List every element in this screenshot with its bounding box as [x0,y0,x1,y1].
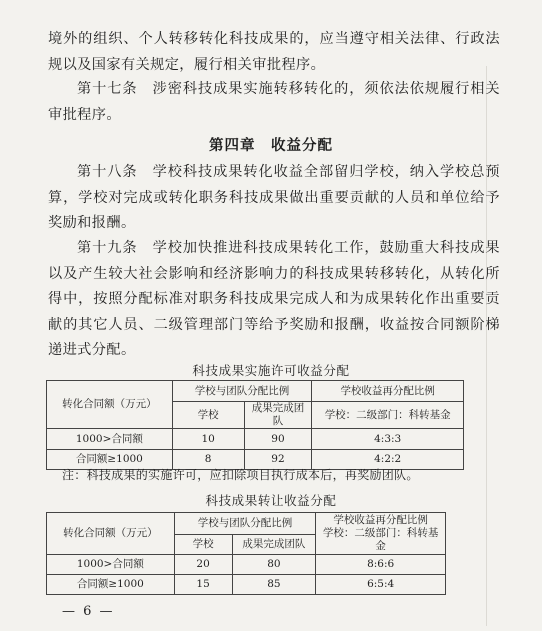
cell-school: 8 [172,450,244,470]
cell-team: 80 [232,555,316,575]
table-transfer-revenue [46,512,446,595]
paragraph-article-17: 第十七条 涉密科技成果实施转移转化的，须依法依规履行相关审批程序。 [48,81,500,123]
paragraph-article-19: 第十九条 学校加快推进科技成果转化工作，鼓励重大科技成果以及产生较大社会影响和经济影响力的科技成果转移转化，从转化所得中，按照分配标准对职务科技成果完成人和为成果转化作出重要贡献的其它人员、二级管理部门等给予奖励和报酬，收益按合同额阶梯递进式分配。 [48,240,500,358]
header-team-ratio: 学校与团队分配比例 [172,381,312,402]
header-redistribution-sub: 学校：二级部门：科转基金 [312,402,464,429]
table1-title: 科技成果实施许可收益分配 [192,363,350,378]
header-team: 成果完成团队 [232,535,316,555]
cell-school: 20 [174,555,232,575]
table1-note: 注：科技成果的实施许可，应扣除项目执行成本后，再奖励团队。 [62,468,419,482]
table-row [47,555,446,575]
table-license-revenue [46,380,464,470]
header-school: 学校 [172,402,244,429]
header-team: 成果完成团队 [244,402,312,429]
header-team-ratio: 学校与团队分配比例 [174,513,316,535]
header-redistribution-title: 学校收益再分配比例 [333,514,428,526]
cell-amount: 合同额≥1000 [47,575,175,595]
table-row [47,575,446,595]
header-redistribution-sub: 学校：二级部门：科转基金 [322,527,439,552]
cell-team: 90 [244,429,312,450]
cell-ratio: 4:2:2 [312,450,464,470]
header-contract-amount: 转化合同额（万元） [47,381,173,429]
table-row [47,429,464,450]
header-redistribution [316,513,446,555]
page-number: — 6 — [62,604,115,619]
cell-school: 15 [174,575,232,595]
cell-amount: 1000>合同额 [47,429,173,450]
header-school: 学校 [174,535,232,555]
paragraph-article-18: 第十八条 学校科技成果转化收益全部留归学校，纳入学校总预算，学校对完成或转化职务科技成果做出重要贡献的人员和单位给予奖励和报酬。 [48,164,500,231]
header-redistribution: 学校收益再分配比例 [312,381,464,402]
cell-team: 92 [244,450,312,470]
cell-ratio: 8:6:6 [316,555,446,575]
cell-team: 85 [232,575,316,595]
chapter-title: 第四章 收益分配 [209,137,333,154]
paragraph-foreign-org: 境外的组织、个人转移转化科技成果的，应当遵守相关法律、行政法规以及国家有关规定，履行相关审批程序。 [48,31,500,73]
cell-amount: 1000>合同额 [47,555,175,575]
cell-amount: 合同额≥1000 [47,450,173,470]
cell-ratio: 4:3:3 [312,429,464,450]
header-contract-amount: 转化合同额（万元） [47,513,175,555]
cell-ratio: 6:5:4 [316,575,446,595]
table2-title: 科技成果转让收益分配 [205,493,337,508]
cell-school: 10 [172,429,244,450]
